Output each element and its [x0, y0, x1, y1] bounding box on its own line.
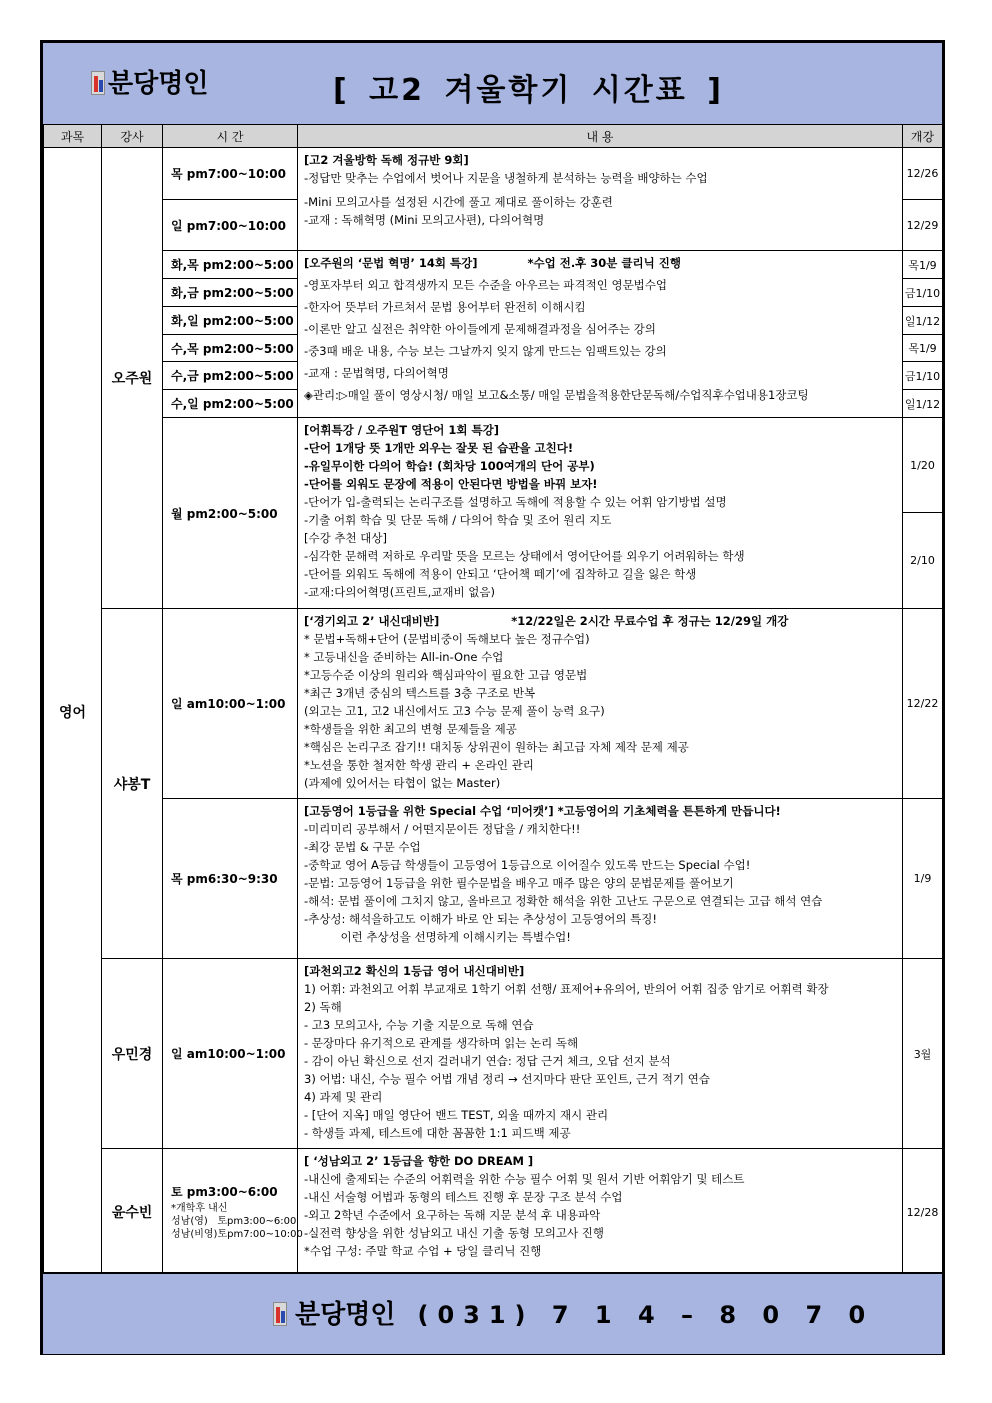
- course-line: 4) 과제 및 관리: [304, 1090, 383, 1104]
- time-cell: 일 pm7:00~10:00: [163, 200, 298, 251]
- course-line: -정답만 맞추는 수업에서 벗어나 지문을 냉철하게 분석하는 능력을 배양하는 수업: [304, 171, 708, 185]
- open-date: 1/20: [903, 418, 942, 513]
- course-line: - 감이 아닌 확신으로 선지 걸러내기 연습: 정답 근거 체크, 오답 선지 분석: [304, 1054, 671, 1068]
- open-date: 12/29: [903, 200, 943, 251]
- table-header-row: [44, 125, 943, 148]
- time-cell: 수,일 pm2:00~5:00: [163, 390, 298, 418]
- course-line: -내신에 출제되는 수준의 어휘력을 위한 수능 필수 어휘 및 원서 기반 어휘암기 및 테스트: [304, 1172, 745, 1186]
- course-line: -단어 1개당 뜻 1개만 외우는 잘못 된 습관을 고친다!: [304, 441, 574, 455]
- academy-logo-icon: [91, 71, 105, 95]
- course-line: * 고등내신을 준비하는 All-in-One 수업: [304, 650, 504, 664]
- course-line: - 학생들 과제, 테스트에 대한 꼼꼼한 1:1 피드백 제공: [304, 1126, 571, 1140]
- course-line: -최강 문법 & 구문 수업: [304, 840, 421, 854]
- open-date: 일1/12: [903, 390, 943, 418]
- course-line: -심각한 문해력 저하로 우리말 뜻을 모르는 상태에서 영어단어를 외우기 어려워하는 학생: [304, 549, 745, 563]
- course-description: [298, 1149, 903, 1276]
- course-line: -단어를 외워도 문장에 적용이 안된다면 방법을 바꿔 보자!: [304, 477, 598, 491]
- timetable-page: [40, 40, 945, 1355]
- col-header-time: 시 간: [163, 125, 298, 148]
- course-heading: [‘경기외고 2’ 내신대비반]: [304, 614, 440, 628]
- course-line: -실전력 향상을 위한 성남외고 내신 기출 동형 모의고사 진행: [304, 1226, 605, 1240]
- teacher-cell-t2: 샤봉T: [102, 609, 163, 959]
- course-line: *핵심은 논리구조 잡기!! 대치동 상위권이 원하는 최고급 자체 제작 문제 제공: [304, 740, 689, 754]
- course-heading: [오주원의 ‘문법 혁명’ 14회 특강]: [304, 256, 478, 270]
- course-line: -기출 어휘 학습 및 단문 독해 / 다의어 학습 및 조어 원리 지도: [304, 513, 612, 527]
- time-cell: 목 pm7:00~10:00: [163, 148, 298, 200]
- course-heading: [고등영어 1등급을 위한 Special 수업 ‘미어캣’] *고등영어의 기초체력을 튼튼하게 만듭니다!: [304, 804, 781, 818]
- course-line: -추상성: 해석을하고도 이해가 바로 안 되는 추상성이 고등영어의 특징!: [304, 912, 657, 926]
- time-cell: 수,목 pm2:00~5:00: [163, 335, 298, 362]
- col-header-open: 개강: [903, 125, 943, 148]
- time-note: *개학후 내신: [171, 1203, 228, 1214]
- course-description: [298, 251, 903, 418]
- course-description: [298, 959, 903, 1149]
- course-note: *12/22일은 2시간 무료수업 후 정규는 12/29일 개강: [511, 614, 789, 628]
- header-banner: [43, 43, 942, 126]
- course-note: *수업 전.후 30분 클리닉 진행: [527, 256, 681, 270]
- course-line: -Mini 모의고사를 설정된 시간에 풀고 제대로 풀이하는 강훈련: [304, 195, 613, 209]
- time-cell-group: [163, 1149, 303, 1276]
- subject-cell: 영어: [44, 148, 102, 1276]
- time-cell: 화,금 pm2:00~5:00: [163, 279, 298, 307]
- course-line: *노션을 통한 철저한 학생 관리 + 온라인 관리: [304, 758, 534, 772]
- course-heading: [어휘특강 / 오주원T 영단어 1회 특강]: [304, 423, 499, 437]
- course-line: -단어가 입-출력되는 논리구조를 설명하고 독해에 적용할 수 있는 어휘 암기방법 설명: [304, 495, 727, 509]
- course-line: -유일무이한 다의어 학습! (회차당 100여개의 단어 공부): [304, 459, 595, 473]
- course-line: [수강 추천 대상]: [304, 531, 387, 545]
- course-heading: [고2 겨울방학 독해 정규반 9회]: [304, 153, 469, 167]
- schedule-table: [43, 124, 943, 1276]
- open-date: 목1/9: [903, 335, 943, 362]
- academy-logo-icon: [273, 1302, 287, 1326]
- course-line: -영포자부터 외고 합격생까지 모든 수준을 아우르는 파격적인 영문법수업: [304, 278, 668, 292]
- course-line: *고등수준 이상의 원리와 핵심파악이 필요한 고급 영문법: [304, 668, 588, 682]
- course-description: [298, 418, 903, 609]
- col-header-content: 내 용: [298, 125, 903, 148]
- header-brand-text: 분당명인: [108, 69, 209, 99]
- time-cell: 화,일 pm2:00~5:00: [163, 307, 298, 335]
- footer-contact: [273, 1300, 874, 1330]
- open-date: 12/28: [903, 1149, 943, 1276]
- footer-brand-text: 분당명인: [295, 1300, 396, 1330]
- footer-banner: [43, 1272, 942, 1354]
- course-line: -해석: 문법 풀이에 그치지 않고, 올바르고 정확한 해석을 위한 고난도 구문으로 연결되는 고급 해석 연습: [304, 894, 823, 908]
- course-line: -교재 : 독해혁명 (Mini 모의고사편), 다의어혁명: [304, 213, 545, 227]
- time-cell: 일 am10:00~1:00: [163, 609, 298, 799]
- open-date: 12/26: [903, 148, 943, 200]
- time-cell: 토 pm3:00~6:00: [171, 1185, 278, 1199]
- course-heading: [과천외고2 확신의 1등급 영어 내신대비반]: [304, 964, 525, 978]
- footer-phone: (031) 7 1 4 – 8 0 7 0: [417, 1301, 875, 1329]
- course-line: - [단어 지옥] 매일 영단어 밴드 TEST, 외울 때까지 재시 관리: [304, 1108, 609, 1122]
- teacher-cell-t4: 윤수빈: [102, 1149, 163, 1276]
- course-line: *최근 3개년 중심의 텍스트를 3층 구조로 반복: [304, 686, 536, 700]
- course-line: -중학교 영어 A등급 학생들이 고등영어 1등급으로 이어질수 있도록 만드는 Special 수업!: [304, 858, 751, 872]
- time-cell: 수,금 pm2:00~5:00: [163, 362, 298, 390]
- course-line: -중3때 배운 내용, 수능 보는 그날까지 잊지 않게 만드는 임팩트있는 강의: [304, 344, 667, 358]
- course-line: * 문법+독해+단어 (문법비중이 독해보다 높은 정규수업): [304, 632, 590, 646]
- course-line: - 문장마다 유기적으로 관계를 생각하며 읽는 논리 독해: [304, 1036, 579, 1050]
- time-cell: 화,목 pm2:00~5:00: [163, 251, 298, 279]
- open-date: 목1/9: [903, 251, 943, 279]
- course-line: -한자어 뜻부터 가르쳐서 문법 용어부터 완전히 이해시킴: [304, 300, 586, 314]
- time-note: 성남(영) 토pm3:00~6:00: [171, 1216, 297, 1227]
- open-date: 일1/12: [903, 307, 943, 335]
- course-line: 3) 어법: 내신, 수능 필수 어법 개념 정리 → 선지마다 판단 포인트, 근거 적기 연습: [304, 1072, 710, 1086]
- course-line: -외고 2학년 수준에서 요구하는 독해 지문 분석 후 내용파악: [304, 1208, 601, 1222]
- header-brand: [91, 69, 208, 99]
- open-date-cell: [903, 418, 943, 609]
- open-date: 금1/10: [903, 362, 943, 390]
- course-line: 1) 어휘: 과천외고 어휘 부교재로 1학기 어휘 선행/ 표제어+유의어, 반의어 어휘 집중 암기로 어휘력 확장: [304, 982, 829, 996]
- course-line: 이런 추상성을 선명하게 이해시키는 특별수업!: [304, 930, 571, 944]
- time-cell: 목 pm6:30~9:30: [163, 799, 298, 959]
- course-line: -문법: 고등영어 1등급을 위한 필수문법을 배우고 매주 많은 양의 문법문제를 풀어보기: [304, 876, 734, 890]
- teacher-cell-t1: 오주원: [102, 148, 163, 609]
- time-note: 성남(비영)토pm7:00~10:00: [171, 1229, 303, 1240]
- open-date: 3월: [903, 959, 943, 1149]
- open-date: 2/10: [910, 554, 935, 567]
- course-line: (외고는 고1, 고2 내신에서도 고3 수능 문제 풀이 능력 요구): [304, 704, 605, 718]
- open-date: 1/9: [903, 799, 943, 959]
- course-line: - 고3 모의고사, 수능 기출 지문으로 독해 연습: [304, 1018, 534, 1032]
- course-line: -미리미리 공부해서 / 어떤지문이든 정답을 / 캐치한다!!: [304, 822, 581, 836]
- open-date: 12/22: [903, 609, 943, 799]
- page-title: [ 고2 겨울학기 시간표 ]: [333, 73, 724, 108]
- time-cell: 일 am10:00~1:00: [163, 959, 298, 1149]
- course-line: -교재 : 문법혁명, 다의어혁명: [304, 366, 449, 380]
- course-line: 2) 독해: [304, 1000, 342, 1014]
- course-line: ◈관리:▷매일 풀이 영상시청/ 매일 보고&소통/ 매일 문법을적용한단문독해/수업직후수업내용1장코팅: [304, 388, 809, 402]
- teacher-cell-t3: 우민경: [102, 959, 163, 1149]
- course-description: [298, 609, 903, 799]
- course-line: (과제에 있어서는 타협이 없는 Master): [304, 776, 501, 790]
- course-line: -내신 서술형 어법과 동형의 테스트 진행 후 문장 구조 분석 수업: [304, 1190, 623, 1204]
- course-line: *수업 구성: 주말 학교 수업 + 당일 클리닉 진행: [304, 1244, 542, 1258]
- col-header-teacher: 강사: [102, 125, 163, 148]
- course-line: -단어를 외워도 독해에 적용이 안되고 ‘단어책 떼기’에 집착하고 길을 잃은 학생: [304, 567, 697, 581]
- course-description: [298, 148, 903, 251]
- course-line: -이론만 알고 실전은 취약한 아이들에게 문제해결과정을 심어주는 강의: [304, 322, 656, 336]
- course-heading: [ ‘성남외고 2’ 1등급을 향한 DO DREAM ]: [304, 1154, 534, 1168]
- col-header-subject: 과목: [44, 125, 102, 148]
- time-cell: 월 pm2:00~5:00: [163, 418, 298, 609]
- course-description: [298, 799, 903, 959]
- course-line: -교재:다의어혁명(프린트,교재비 없음): [304, 585, 495, 599]
- open-date: 금1/10: [903, 279, 943, 307]
- course-line: *학생들을 위한 최고의 변형 문제들을 제공: [304, 722, 517, 736]
